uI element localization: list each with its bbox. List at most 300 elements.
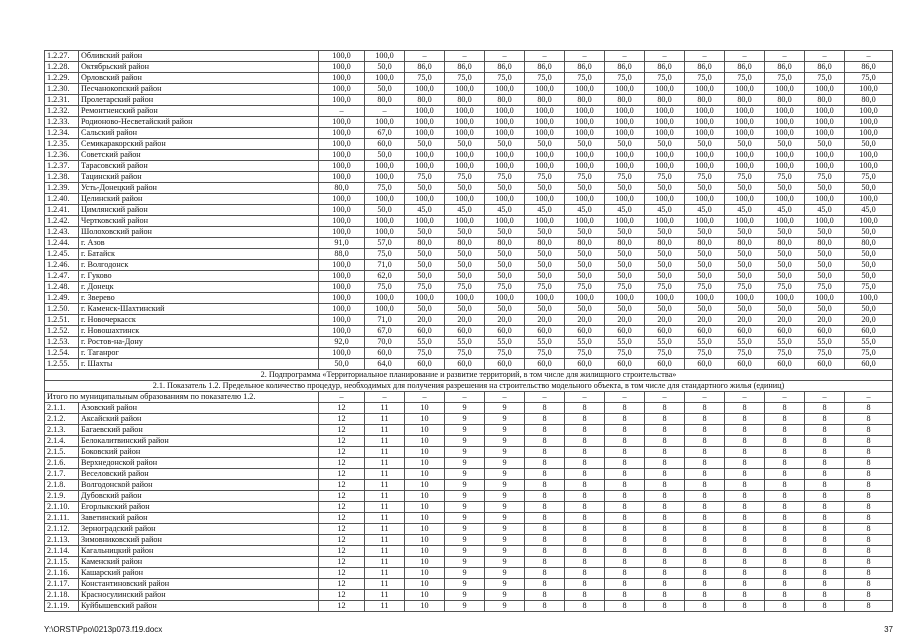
value-cell: 86,0 — [725, 62, 765, 73]
municipality-name: Егорлыкский район — [79, 502, 319, 513]
value-cell: 100,0 — [725, 194, 765, 205]
value-cell: 80,0 — [845, 95, 893, 106]
value-cell: 50,0 — [805, 271, 845, 282]
value-cell: 8 — [525, 601, 565, 612]
value-cell: 20,0 — [405, 315, 445, 326]
value-cell: 100,0 — [365, 172, 405, 183]
value-cell: 64,0 — [365, 359, 405, 370]
value-cell: 8 — [765, 436, 805, 447]
value-cell: 86,0 — [685, 62, 725, 73]
value-cell: 60,0 — [645, 359, 685, 370]
table-row — [45, 139, 893, 150]
value-cell: 8 — [645, 403, 685, 414]
value-cell: 100,0 — [405, 194, 445, 205]
value-cell: 100,0 — [319, 348, 365, 359]
value-cell: 8 — [725, 557, 765, 568]
value-cell: 80,0 — [485, 95, 525, 106]
value-cell: 100,0 — [319, 326, 365, 337]
value-cell: 50,0 — [605, 139, 645, 150]
table-row — [45, 601, 893, 612]
value-cell: 11 — [365, 436, 405, 447]
value-cell: 50,0 — [805, 260, 845, 271]
value-cell: 86,0 — [805, 62, 845, 73]
value-cell: 100,0 — [565, 293, 605, 304]
value-cell: 50,0 — [765, 260, 805, 271]
value-cell: 100,0 — [805, 194, 845, 205]
value-cell: 8 — [725, 590, 765, 601]
value-cell: 75,0 — [765, 73, 805, 84]
row-number: 1.2.31. — [45, 95, 79, 106]
value-cell: 100,0 — [319, 62, 365, 73]
table-row — [45, 480, 893, 491]
value-cell: 100,0 — [445, 106, 485, 117]
value-cell: 100,0 — [685, 161, 725, 172]
value-cell: 100,0 — [845, 150, 893, 161]
value-cell: 50,0 — [485, 139, 525, 150]
value-cell: 8 — [645, 502, 685, 513]
value-cell: 8 — [565, 480, 605, 491]
value-cell: 100,0 — [645, 84, 685, 95]
value-cell: 9 — [485, 480, 525, 491]
value-cell: 50,0 — [565, 271, 605, 282]
value-cell: 8 — [525, 546, 565, 557]
value-cell: 8 — [605, 513, 645, 524]
value-cell: 80,0 — [565, 238, 605, 249]
value-cell: 50,0 — [605, 249, 645, 260]
value-cell: 75,0 — [645, 282, 685, 293]
value-cell: 75,0 — [525, 172, 565, 183]
table-row — [45, 436, 893, 447]
table-row — [45, 249, 893, 260]
value-cell: 100,0 — [319, 205, 365, 216]
indicator-table — [44, 50, 893, 612]
value-cell: 8 — [605, 469, 645, 480]
value-cell: 8 — [685, 524, 725, 535]
value-cell: 8 — [845, 491, 893, 502]
value-cell: 50,0 — [565, 304, 605, 315]
value-cell: 8 — [525, 590, 565, 601]
value-cell: 20,0 — [645, 315, 685, 326]
value-cell: 75,0 — [845, 172, 893, 183]
municipality-name: Зерноградский район — [79, 524, 319, 535]
value-cell: 75,0 — [405, 348, 445, 359]
value-cell: 60,0 — [685, 326, 725, 337]
value-cell: 45,0 — [485, 205, 525, 216]
municipality-name: Заветинский район — [79, 513, 319, 524]
value-cell: 100,0 — [525, 216, 565, 227]
row-number: 1.2.36. — [45, 150, 79, 161]
table-row — [45, 106, 893, 117]
value-cell: 50,0 — [725, 227, 765, 238]
value-cell: 100,0 — [525, 293, 565, 304]
value-cell: 45,0 — [845, 205, 893, 216]
value-cell: – — [445, 51, 485, 62]
value-cell: 75,0 — [485, 172, 525, 183]
value-cell: – — [605, 51, 645, 62]
value-cell: 100,0 — [525, 84, 565, 95]
value-cell: 75,0 — [445, 172, 485, 183]
value-cell: 50,0 — [445, 249, 485, 260]
municipality-name: Родионово-Несветайский район — [79, 117, 319, 128]
value-cell: 100,0 — [319, 216, 365, 227]
table-row — [45, 469, 893, 480]
value-cell: 8 — [605, 502, 645, 513]
value-cell: 8 — [565, 469, 605, 480]
table-row — [45, 84, 893, 95]
value-cell: 67,0 — [365, 128, 405, 139]
value-cell: 71,0 — [365, 315, 405, 326]
value-cell: 11 — [365, 447, 405, 458]
value-cell: 8 — [645, 480, 685, 491]
table-row — [45, 293, 893, 304]
value-cell: 100,0 — [565, 106, 605, 117]
value-cell: 8 — [605, 480, 645, 491]
value-cell: 8 — [845, 458, 893, 469]
value-cell: 50,0 — [565, 183, 605, 194]
footer-file-path: Y:\ORST\Ppo\0213p073.f19.docx — [44, 625, 163, 634]
value-cell: 8 — [645, 535, 685, 546]
value-cell: 100,0 — [685, 293, 725, 304]
value-cell: 8 — [685, 590, 725, 601]
value-cell: 100,0 — [805, 293, 845, 304]
value-cell: 50,0 — [485, 304, 525, 315]
row-number: 2.1.15. — [45, 557, 79, 568]
value-cell: 9 — [485, 535, 525, 546]
value-cell: 50,0 — [485, 183, 525, 194]
municipality-name: Зимовниковский район — [79, 535, 319, 546]
value-cell: 50,0 — [845, 271, 893, 282]
row-number: 1.2.28. — [45, 62, 79, 73]
value-cell: 20,0 — [805, 315, 845, 326]
row-number: 1.2.49. — [45, 293, 79, 304]
value-cell: 80,0 — [765, 238, 805, 249]
value-cell: 50,0 — [805, 304, 845, 315]
value-cell: 8 — [605, 403, 645, 414]
value-cell: 9 — [445, 480, 485, 491]
value-cell: 55,0 — [525, 337, 565, 348]
table-row — [45, 183, 893, 194]
value-cell: 100,0 — [845, 216, 893, 227]
value-cell: 12 — [319, 491, 365, 502]
value-cell: 8 — [605, 414, 645, 425]
value-cell: 8 — [765, 601, 805, 612]
value-cell: – — [805, 51, 845, 62]
value-cell: 100,0 — [405, 106, 445, 117]
value-cell: – — [365, 106, 405, 117]
value-cell: 11 — [365, 403, 405, 414]
value-cell: 100,0 — [319, 150, 365, 161]
value-cell: 86,0 — [525, 62, 565, 73]
value-cell: 60,0 — [845, 359, 893, 370]
value-cell: 11 — [365, 502, 405, 513]
value-cell: 86,0 — [565, 62, 605, 73]
value-cell: 8 — [845, 568, 893, 579]
municipality-name: г. Таганрог — [79, 348, 319, 359]
value-cell: 100,0 — [405, 293, 445, 304]
table-row — [45, 205, 893, 216]
value-cell: 75,0 — [365, 282, 405, 293]
value-cell: 55,0 — [445, 337, 485, 348]
value-cell: 8 — [685, 414, 725, 425]
value-cell: 80,0 — [765, 95, 805, 106]
value-cell: 86,0 — [765, 62, 805, 73]
value-cell: 100,0 — [319, 227, 365, 238]
value-cell: 100,0 — [485, 106, 525, 117]
municipality-name: Семикаракорский район — [79, 139, 319, 150]
value-cell: 50,0 — [525, 227, 565, 238]
value-cell: 50,0 — [565, 249, 605, 260]
value-cell: 100,0 — [565, 117, 605, 128]
value-cell: 9 — [445, 436, 485, 447]
value-cell: 8 — [805, 414, 845, 425]
value-cell: 100,0 — [485, 128, 525, 139]
value-cell: 50,0 — [405, 249, 445, 260]
row-number: 2.1.18. — [45, 590, 79, 601]
value-cell: 100,0 — [319, 293, 365, 304]
municipality-name: г. Шахты — [79, 359, 319, 370]
value-cell: 60,0 — [405, 326, 445, 337]
value-cell: 8 — [765, 491, 805, 502]
value-cell: 55,0 — [485, 337, 525, 348]
table-row — [45, 579, 893, 590]
row-number: 1.2.53. — [45, 337, 79, 348]
value-cell: 100,0 — [805, 128, 845, 139]
value-cell: 10 — [405, 425, 445, 436]
value-cell: 80,0 — [605, 95, 645, 106]
subprogram-heading: 2. Подпрограмма «Территориальное планирование и развитие территорий, в том числе для жилищного строительства» — [45, 370, 893, 381]
value-cell: 75,0 — [485, 348, 525, 359]
value-cell: 9 — [445, 535, 485, 546]
table-row — [45, 337, 893, 348]
value-cell: 8 — [805, 502, 845, 513]
value-cell: 100,0 — [365, 293, 405, 304]
value-cell: 50,0 — [805, 183, 845, 194]
row-number: 1.2.52. — [45, 326, 79, 337]
value-cell: 100,0 — [365, 216, 405, 227]
value-cell: 8 — [765, 425, 805, 436]
municipality-name: Орловский район — [79, 73, 319, 84]
row-number: 1.2.44. — [45, 238, 79, 249]
row-number: 2.1.14. — [45, 546, 79, 557]
value-cell: 8 — [845, 502, 893, 513]
value-cell: 100,0 — [485, 161, 525, 172]
value-cell: 9 — [445, 425, 485, 436]
value-cell: 9 — [485, 469, 525, 480]
value-cell: 75,0 — [445, 282, 485, 293]
value-cell: 10 — [405, 513, 445, 524]
value-cell: 11 — [365, 524, 405, 535]
value-cell: 100,0 — [405, 117, 445, 128]
value-cell: 50,0 — [645, 139, 685, 150]
value-cell: 8 — [805, 491, 845, 502]
value-cell: 75,0 — [445, 348, 485, 359]
value-cell: 8 — [805, 557, 845, 568]
municipality-name: Песчанокопский район — [79, 84, 319, 95]
value-cell: 100,0 — [405, 84, 445, 95]
value-cell: 8 — [805, 513, 845, 524]
value-cell: – — [685, 392, 725, 403]
value-cell: 50,0 — [525, 183, 565, 194]
value-cell: 100,0 — [565, 194, 605, 205]
value-cell: 50,0 — [445, 227, 485, 238]
value-cell: 60,0 — [485, 359, 525, 370]
municipality-name: г. Ростов-на-Дону — [79, 337, 319, 348]
value-cell: 12 — [319, 436, 365, 447]
value-cell: 8 — [685, 513, 725, 524]
value-cell: 80,0 — [605, 238, 645, 249]
value-cell: 100,0 — [319, 161, 365, 172]
value-cell: 8 — [605, 447, 645, 458]
value-cell: 8 — [605, 524, 645, 535]
value-cell: 8 — [725, 414, 765, 425]
value-cell: 80,0 — [645, 95, 685, 106]
table-row — [45, 238, 893, 249]
value-cell: 100,0 — [485, 150, 525, 161]
value-cell: 100,0 — [445, 194, 485, 205]
table-row — [45, 304, 893, 315]
value-cell: 8 — [845, 414, 893, 425]
value-cell: 100,0 — [645, 293, 685, 304]
value-cell: 9 — [485, 436, 525, 447]
row-number: 1.2.37. — [45, 161, 79, 172]
value-cell: 75,0 — [725, 172, 765, 183]
value-cell: 80,0 — [685, 238, 725, 249]
value-cell: 86,0 — [445, 62, 485, 73]
value-cell: 9 — [485, 491, 525, 502]
value-cell: 8 — [805, 579, 845, 590]
value-cell: 11 — [365, 568, 405, 579]
value-cell: 9 — [445, 557, 485, 568]
value-cell: 20,0 — [845, 315, 893, 326]
value-cell: 11 — [365, 590, 405, 601]
value-cell: 8 — [525, 480, 565, 491]
value-cell: 80,0 — [725, 238, 765, 249]
value-cell: 100,0 — [685, 84, 725, 95]
value-cell: 62,0 — [365, 271, 405, 282]
value-cell: 10 — [405, 524, 445, 535]
value-cell: 8 — [765, 480, 805, 491]
value-cell: – — [319, 392, 365, 403]
value-cell: 100,0 — [525, 194, 565, 205]
value-cell: 8 — [725, 513, 765, 524]
value-cell: – — [445, 392, 485, 403]
value-cell: 50,0 — [445, 260, 485, 271]
value-cell: 8 — [805, 436, 845, 447]
value-cell: 20,0 — [525, 315, 565, 326]
value-cell: 75,0 — [485, 282, 525, 293]
value-cell: 50,0 — [405, 271, 445, 282]
value-cell: 75,0 — [805, 73, 845, 84]
value-cell: 100,0 — [765, 106, 805, 117]
table-row — [45, 414, 893, 425]
value-cell: 75,0 — [845, 282, 893, 293]
value-cell: – — [485, 392, 525, 403]
value-cell: 100,0 — [605, 150, 645, 161]
value-cell: 80,0 — [805, 238, 845, 249]
value-cell: 60,0 — [805, 326, 845, 337]
value-cell: 10 — [405, 546, 445, 557]
value-cell: 100,0 — [805, 106, 845, 117]
value-cell: – — [365, 392, 405, 403]
value-cell: 8 — [845, 403, 893, 414]
value-cell: 75,0 — [645, 348, 685, 359]
value-cell: 8 — [525, 502, 565, 513]
value-cell: 9 — [445, 502, 485, 513]
row-number: 2.1.6. — [45, 458, 79, 469]
municipality-name: г. Новошахтинск — [79, 326, 319, 337]
row-number: 1.2.54. — [45, 348, 79, 359]
value-cell: 9 — [485, 601, 525, 612]
value-cell: 100,0 — [685, 150, 725, 161]
value-cell: 12 — [319, 414, 365, 425]
value-cell: 75,0 — [405, 282, 445, 293]
row-number: 2.1.5. — [45, 447, 79, 458]
value-cell: 100,0 — [565, 216, 605, 227]
value-cell: 100,0 — [685, 216, 725, 227]
table-row — [45, 491, 893, 502]
value-cell: 8 — [685, 568, 725, 579]
value-cell: 100,0 — [685, 117, 725, 128]
value-cell: 100,0 — [445, 128, 485, 139]
value-cell: 50,0 — [565, 260, 605, 271]
municipality-name: Белокалитвинский район — [79, 436, 319, 447]
total-row — [45, 392, 893, 403]
value-cell: 9 — [445, 414, 485, 425]
value-cell: 8 — [765, 458, 805, 469]
municipality-name: Тацинский район — [79, 172, 319, 183]
value-cell: 80,0 — [565, 95, 605, 106]
table-row — [45, 51, 893, 62]
value-cell: 50,0 — [805, 139, 845, 150]
value-cell: 75,0 — [405, 73, 445, 84]
value-cell: 45,0 — [725, 205, 765, 216]
value-cell: 11 — [365, 557, 405, 568]
municipality-name: Обливский район — [79, 51, 319, 62]
value-cell: 8 — [685, 447, 725, 458]
value-cell: 75,0 — [525, 348, 565, 359]
value-cell: 50,0 — [725, 271, 765, 282]
value-cell: 100,0 — [445, 117, 485, 128]
value-cell: 8 — [525, 447, 565, 458]
value-cell: 60,0 — [445, 359, 485, 370]
value-cell: 12 — [319, 524, 365, 535]
value-cell: 8 — [605, 546, 645, 557]
municipality-name: Усть-Донецкий район — [79, 183, 319, 194]
value-cell: 50,0 — [605, 183, 645, 194]
value-cell: 9 — [445, 579, 485, 590]
row-number: 2.1.17. — [45, 579, 79, 590]
value-cell: 8 — [605, 590, 645, 601]
value-cell: 8 — [565, 579, 605, 590]
table-row — [45, 260, 893, 271]
value-cell: 8 — [645, 447, 685, 458]
value-cell: 55,0 — [645, 337, 685, 348]
value-cell: 50,0 — [445, 271, 485, 282]
value-cell: – — [725, 392, 765, 403]
value-cell: – — [645, 51, 685, 62]
value-cell: 8 — [565, 546, 605, 557]
value-cell: 75,0 — [565, 348, 605, 359]
value-cell: 100,0 — [319, 51, 365, 62]
row-number: 1.2.33. — [45, 117, 79, 128]
value-cell: 8 — [525, 491, 565, 502]
value-cell: 50,0 — [725, 183, 765, 194]
value-cell: 50,0 — [605, 227, 645, 238]
value-cell: 80,0 — [525, 95, 565, 106]
value-cell: 8 — [565, 513, 605, 524]
value-cell: 100,0 — [605, 161, 645, 172]
value-cell: 8 — [805, 480, 845, 491]
